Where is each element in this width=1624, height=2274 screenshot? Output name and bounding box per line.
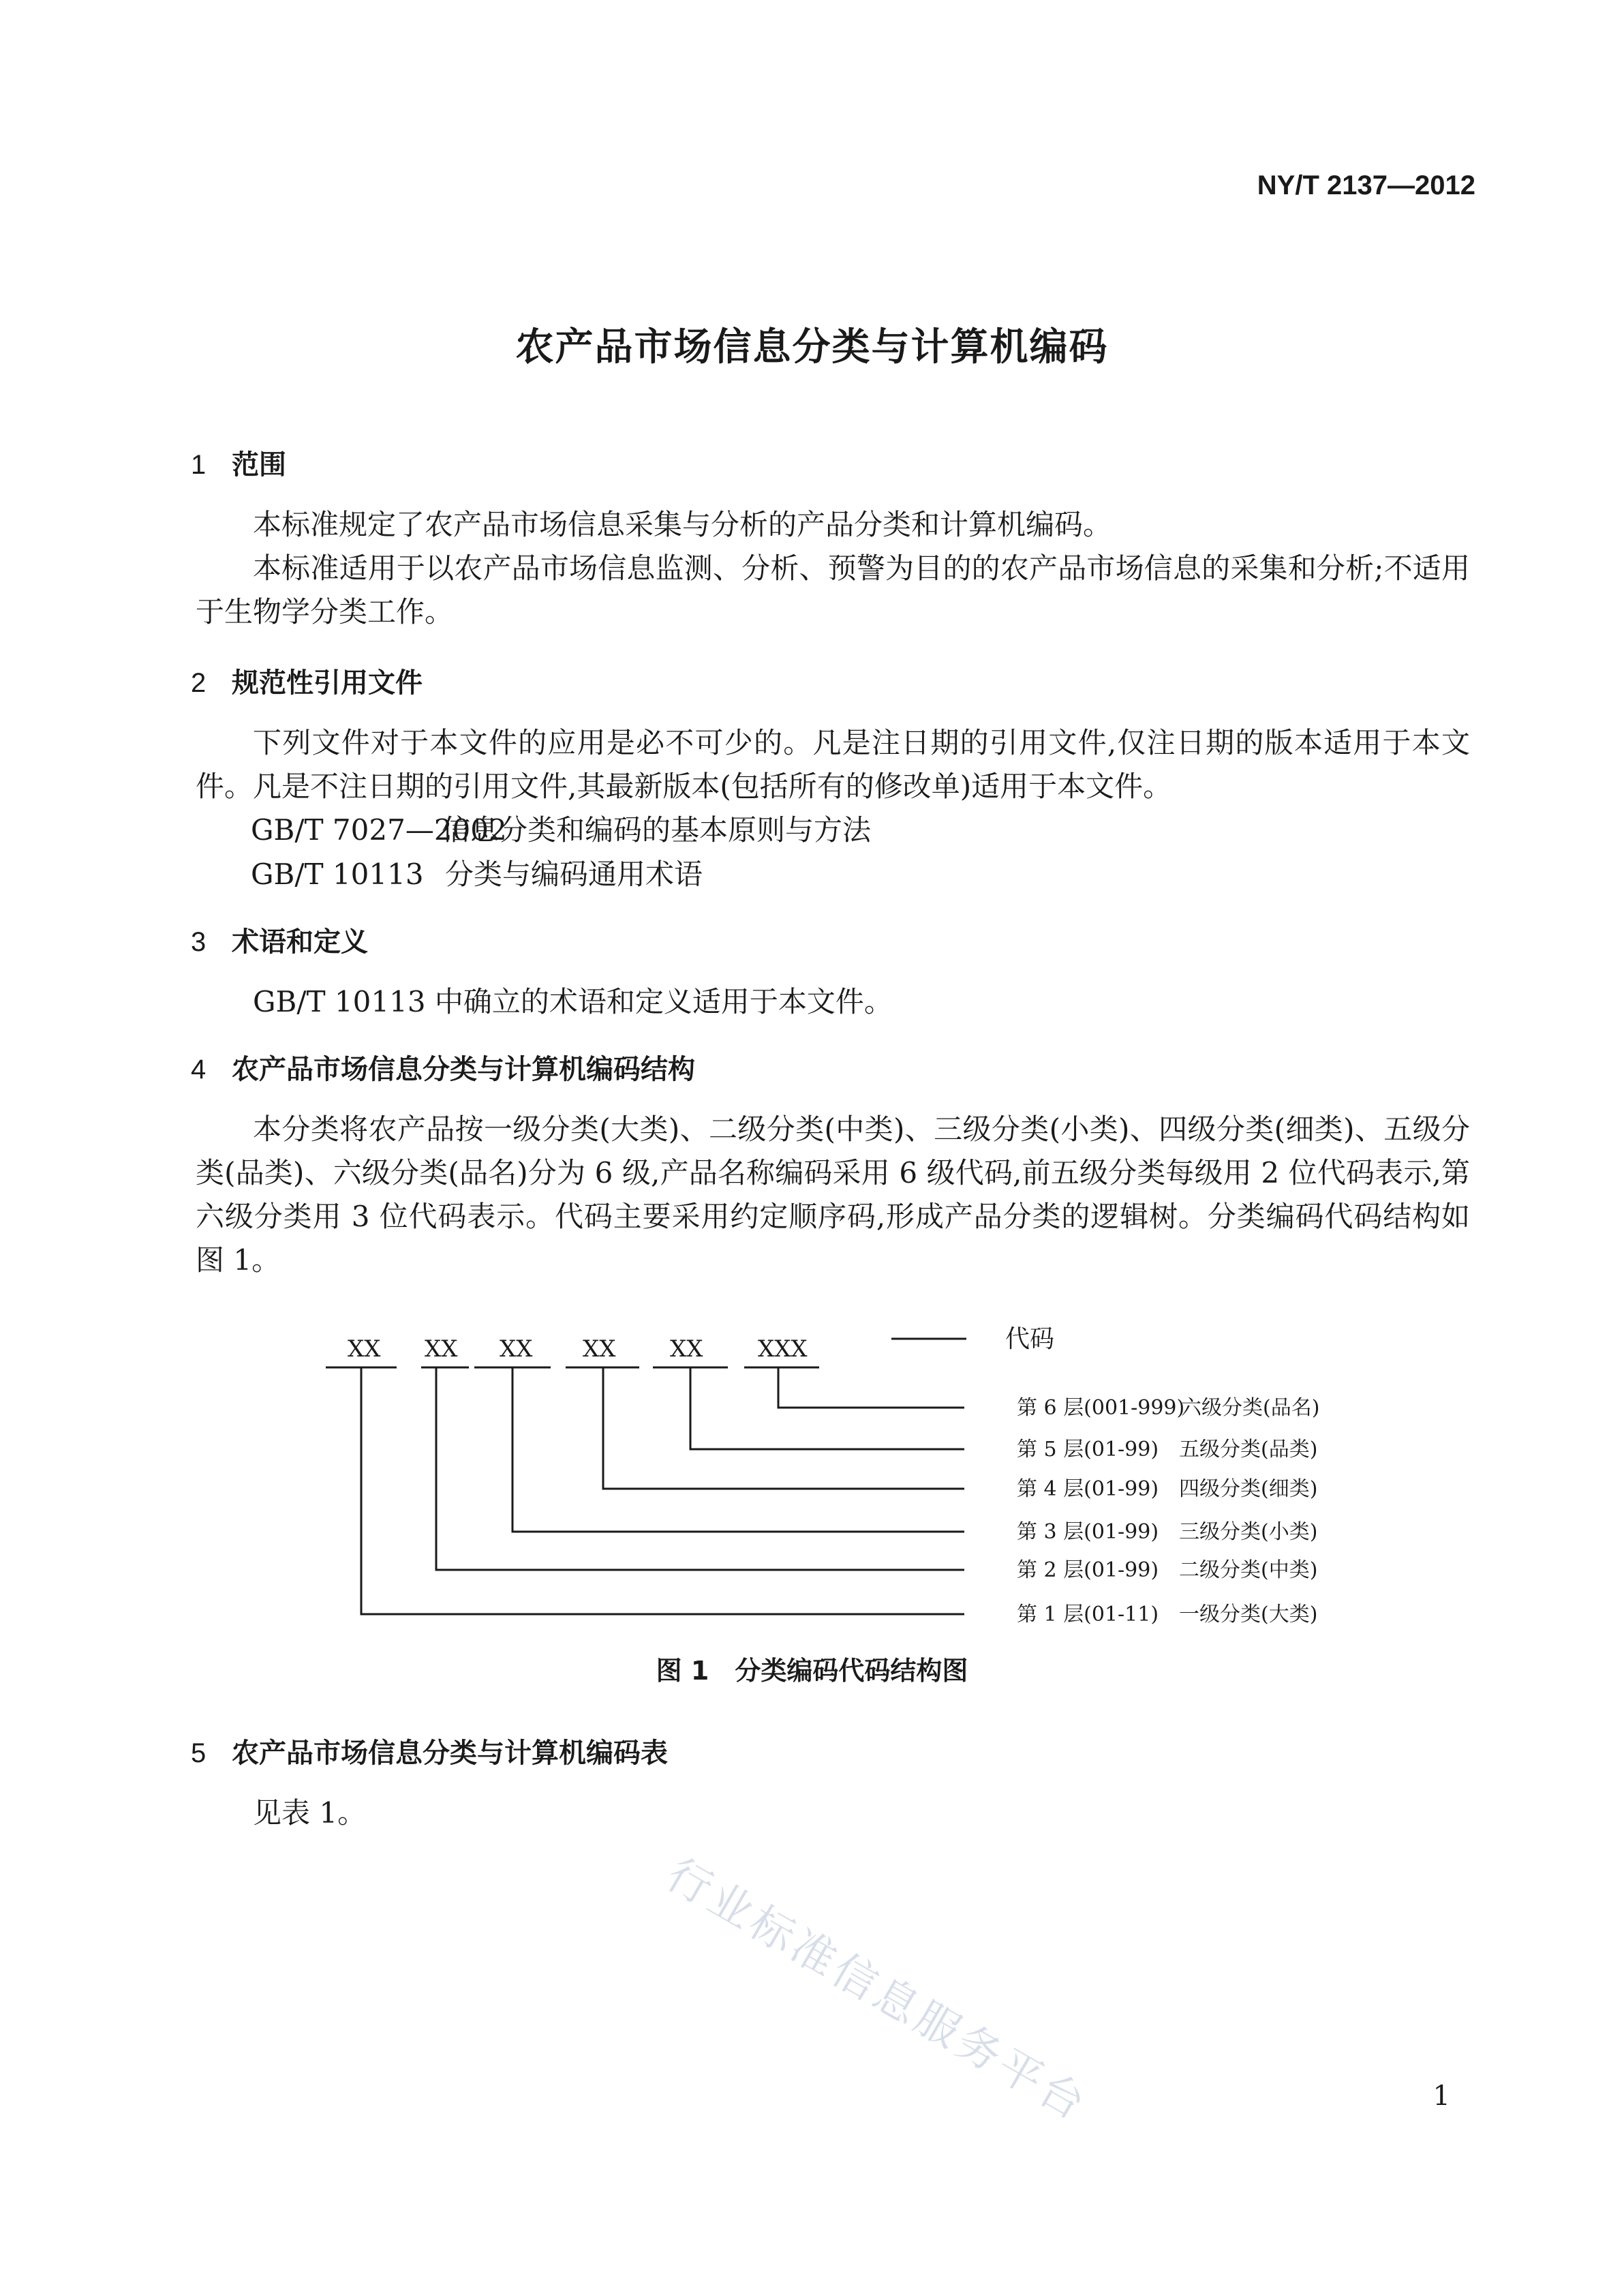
code-segment-1: XX	[348, 1335, 381, 1363]
section-title: 农产品市场信息分类与计算机编码结构	[232, 1054, 695, 1085]
reference-title: 分类与编码通用术语	[445, 858, 703, 891]
paragraph-text: 见表 1。	[253, 1796, 367, 1830]
paragraph-text: 本标准规定了农产品市场信息采集与分析的产品分类和计算机编码。	[253, 508, 1112, 541]
section-number: 4	[191, 1055, 206, 1085]
reference-title: 信息分类和编码的基本原则与方法	[442, 813, 872, 847]
connector-level-6	[778, 1367, 964, 1408]
standard-number: NY/T 2137—2012	[1257, 170, 1475, 200]
paragraph-text: 本分类将农产品按一级分类(大类)、二级分类(中类)、三级分类(小类)、四级分类(细类)、五级分类(品类)、六级分类(品名)分为 6 级,产品名称编码采用 6 级代码,前五级分类每级用 2 位代码表示,第六级分类用 3 位代码表示。代码主要采用约定顺序码,形成产品分类的逻辑树。分类编码代码结构如图 1。	[196, 1112, 1470, 1277]
section-title: 范围	[232, 449, 286, 481]
paragraph-text: 本标准适用于以农产品市场信息监测、分析、预警为目的的农产品市场信息的采集和分析;不适用于生物学分类工作。	[196, 551, 1470, 628]
code-segment-6: XXX	[758, 1335, 808, 1363]
section-1-heading	[191, 443, 286, 482]
reference-item	[251, 852, 703, 893]
watermark: 行业标准信息服务平台	[658, 1849, 1097, 2132]
level-4-layer: 第 4 层(01-99)	[1017, 1477, 1159, 1501]
section-number: 1	[191, 450, 206, 480]
section-5-heading	[191, 1731, 668, 1770]
level-5-name: 五级分类(品类)	[1179, 1438, 1318, 1461]
connector-level-1	[361, 1367, 964, 1614]
section-title: 规范性引用文件	[232, 667, 423, 699]
level-3-layer: 第 3 层(01-99)	[1017, 1520, 1159, 1544]
section-2-heading	[191, 661, 423, 700]
paragraph-text: GB/T 10113 中确立的术语和定义适用于本文件。	[253, 985, 893, 1018]
level-2-layer: 第 2 层(01-99)	[1017, 1558, 1159, 1582]
section-number: 2	[191, 668, 206, 698]
section-number: 3	[191, 927, 206, 957]
section-4-paragraph-1	[196, 1108, 1470, 1282]
connector-level-2	[436, 1367, 964, 1570]
code-segment-4: XX	[583, 1335, 616, 1363]
section-1-paragraph-2	[196, 547, 1470, 634]
level-2-name: 二级分类(中类)	[1179, 1558, 1318, 1582]
reference-code: GB/T 10113	[251, 858, 424, 891]
connector-level-4	[603, 1367, 964, 1489]
code-structure-diagram	[313, 1316, 1377, 1636]
level-1-name: 一级分类(大类)	[1179, 1603, 1318, 1626]
section-3-paragraph-1	[196, 980, 1470, 1024]
level-6-layer: 第 6 层(001-999)	[1017, 1396, 1185, 1420]
code-segment-3: XX	[500, 1335, 533, 1363]
reference-item	[251, 808, 871, 849]
level-4-name: 四级分类(细类)	[1179, 1477, 1318, 1501]
page-number: 1	[1433, 2080, 1450, 2112]
section-4-heading	[191, 1048, 695, 1087]
section-5-paragraph-1	[196, 1791, 1470, 1835]
section-1-paragraph-1	[196, 503, 1470, 547]
section-2-paragraph-1	[196, 721, 1470, 808]
paragraph-text: 下列文件对于本文件的应用是必不可少的。凡是注日期的引用文件,仅注日期的版本适用于本文件。凡是不注日期的引用文件,其最新版本(包括所有的修改单)适用于本文件。	[196, 726, 1470, 803]
level-5-layer: 第 5 层(01-99)	[1017, 1438, 1159, 1461]
level-6-name: 六级分类(品名)	[1181, 1396, 1320, 1420]
level-3-name: 三级分类(小类)	[1179, 1520, 1318, 1544]
section-title: 农产品市场信息分类与计算机编码表	[232, 1738, 668, 1769]
reference-code: GB/T 7027—2002	[251, 813, 507, 847]
section-3-heading	[191, 920, 368, 959]
code-label: 代码	[1005, 1325, 1055, 1353]
document-title: 农产品市场信息分类与计算机编码	[515, 325, 1109, 369]
section-title: 术语和定义	[232, 926, 368, 958]
code-segment-5: XX	[670, 1335, 703, 1363]
code-segment-2: XX	[425, 1335, 458, 1363]
section-number: 5	[191, 1738, 206, 1768]
level-1-layer: 第 1 层(01-11)	[1017, 1603, 1159, 1626]
figure-caption: 图 1 分类编码代码结构图	[656, 1656, 968, 1686]
